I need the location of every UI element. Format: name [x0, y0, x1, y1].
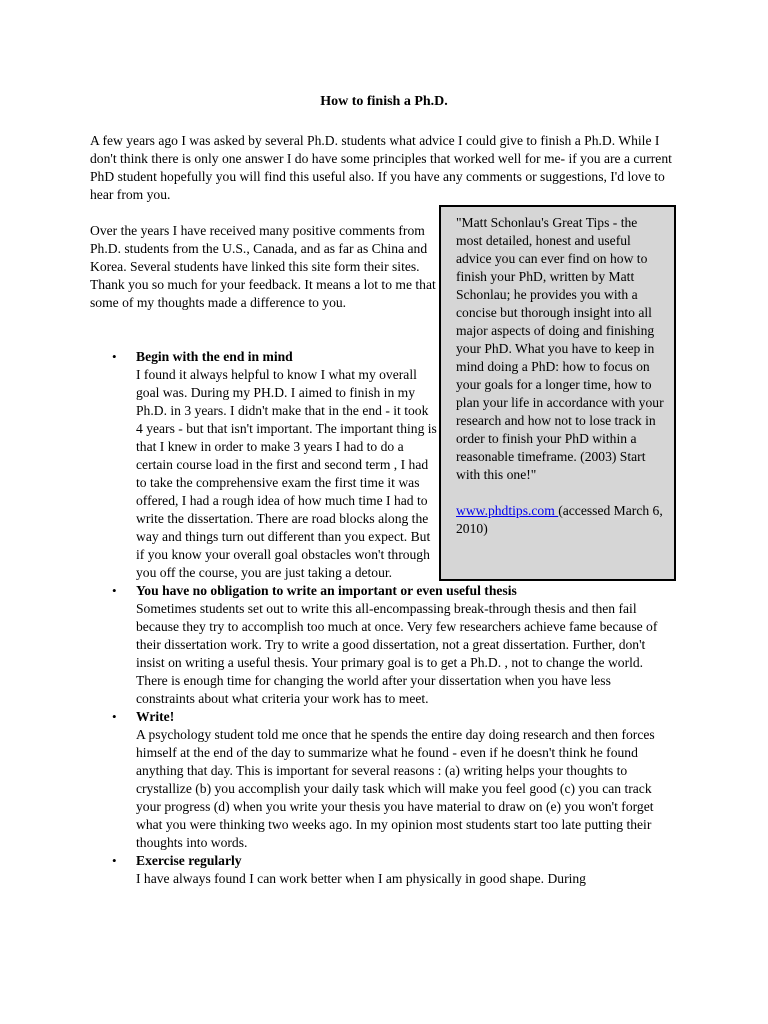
tip-title: Write!: [136, 709, 175, 724]
tip-title: You have no obligation to write an important or even useful thesis: [136, 583, 517, 598]
bullet-icon: •: [112, 583, 117, 598]
list-item: [0, 582, 768, 708]
phdtips-link[interactable]: www.phdtips.com: [456, 503, 559, 518]
tip-body: A psychology student told me once that he spends the entire day doing research and then forces himself at the end of the day to summarize what he found - even if he doesn't think he found anything that day. This is important for several reasons : (a) writing helps your thoughts to crystallize (b) you accomplish your daily task which will make you feel good (c) you can track your progress (d) when you write your thesis you have material to draw on (e) you won't forget what you were thinking two weeks ago. In my opinion most students start too late putting their thoughts into words.: [136, 727, 655, 850]
list-item: [0, 708, 768, 852]
tip-title: Begin with the end in mind: [136, 349, 293, 364]
bullet-icon: •: [112, 349, 117, 364]
bullet-icon: •: [112, 709, 117, 724]
tip-body: I have always found I can work better when I am physically in good shape. During: [136, 871, 586, 886]
tip-body: Sometimes students set out to write this all-encompassing break-through thesis and then fail because they try to accomplish too much at once. Very few researchers achieve fame because of their dissertation work. Try to write a good dissertation, not a great dissertation. Further, don't insist on writing a useful thesis. Your primary goal is to get a Ph.D. , not to change the world. There is enough time for changing the world after your dissertation when you have less constraints about what criteria your work has to meet.: [136, 601, 658, 706]
testimonial-quote: "Matt Schonlau's Great Tips - the most detailed, honest and useful advice you can ever find on how to finish your PhD, written by Matt Schonlau; he provides you with a concise but thorough insight into all major aspects of doing and finishing your PhD. What you have to keep in mind doing a PhD: how to focus on your goals for a longer time, how to plan your life in accordance with your research and how not to lose track in order to finish your PhD within a reasonable timeframe. (2003) Start with this one!": [456, 215, 664, 482]
feedback-paragraph: Over the years I have received many positive comments from Ph.D. students from the U.S., Canada, and as far as China and Korea. Several students have linked this site form their sites. Thank you so much for your feedback. It means a lot to me that some of my thoughts made a difference to you.: [90, 223, 436, 310]
accessed-date: (accessed March 6, 2010): [456, 503, 663, 536]
page-title: How to finish a Ph.D.: [320, 94, 448, 109]
list-item: [0, 852, 768, 888]
tip-body: I found it always helpful to know I what my overall goal was. During my PH.D. I aimed to finish in my Ph.D. in 3 years. I didn't make that in the end - it took 4 years - but that isn't important. The important thing is that I knew in order to make 3 years I had to do a certain course load in the first and second term , I had to take the comprehensive exam the first time it was offered, I had a rough idea of how much time I had to write the dissertation. There are road blocks along the way and things turn out different than you expect. But if you know your overall goal obstacles won't through you off the course, you are just taking a detour.: [136, 367, 437, 580]
list-item: [0, 348, 768, 582]
intro-paragraph: A few years ago I was asked by several Ph.D. students what advice I could give to finish a Ph.D. While I don't think there is only one answer I do have some principles that worked well for me- if you are a current PhD student hopefully you will find this useful also. If you have any comments or suggestions, I'd love to hear from you.: [90, 133, 672, 202]
tips-list: [0, 348, 768, 888]
tip-title: Exercise regularly: [136, 853, 242, 868]
bullet-icon: •: [112, 853, 117, 868]
